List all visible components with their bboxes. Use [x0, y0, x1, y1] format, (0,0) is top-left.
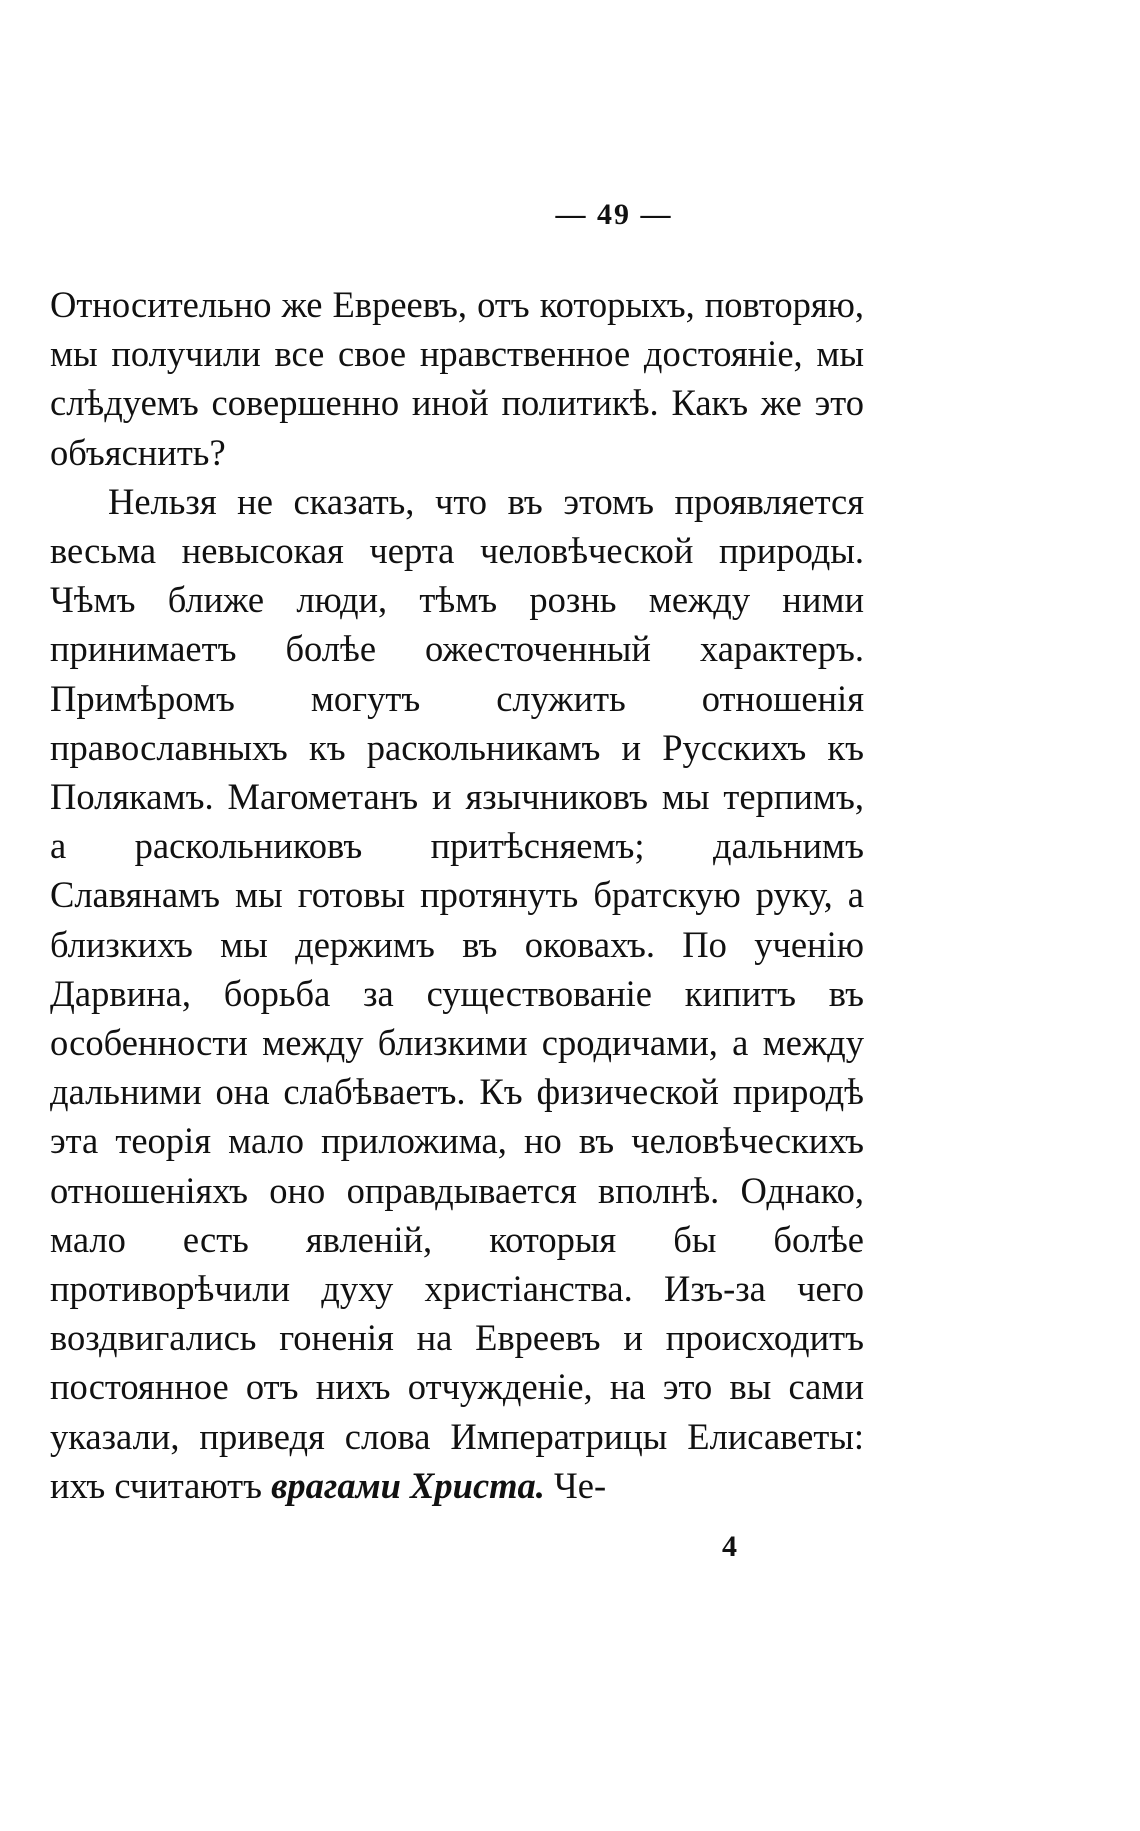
- page-number: [0, 198, 1140, 232]
- paragraph-2-text: Нельзя не сказать, что въ этомъ проявляется весьма невысокая черта человѣческой природы. Чѣмъ ближе люди, тѣмъ рознь между ними принимаетъ болѣе ожесточенный характеръ. Примѣромъ могутъ служить отношенiя православныхъ къ раскольникамъ и Русскихъ къ Полякамъ. Магометанъ и язычниковъ мы терпимъ, а раскольниковъ притѣсняемъ; дальнимъ Славянамъ мы готовы протянуть братскую руку, а близкихъ мы держимъ въ оковахъ. По ученiю Дарвина, борьба за существованiе кипитъ въ особенности между близкими сродичами, а между дальними она слабѣваетъ. Къ физической природѣ эта теорiя мало приложима, но въ человѣческихъ отношенiяхъ оно оправдывается вполнѣ. Однако, мало есть явленiй, которыя бы болѣе противорѣчили духу христiанства. Изъ-за чего воздвигались гоненiя на Евреевъ и происходитъ постоянное отъ нихъ отчужденiе, на это вы сами указали, приведя слова Императрицы Елисаветы: ихъ считаютъ: [50, 480, 864, 1506]
- main-text: [50, 280, 864, 1510]
- page-number-text: — 49 —: [555, 198, 673, 231]
- signature-mark: 4: [722, 1530, 737, 1563]
- paragraph-2: [50, 477, 864, 1510]
- paragraph-2-continuation: Че-: [554, 1464, 607, 1506]
- paragraph-2-italic: врагами Христа.: [271, 1464, 545, 1506]
- paragraph-1: Относительно же Евреевъ, отъ которыхъ, повторяю, мы получили все свое нравственное достоянiе, мы слѣдуемъ совершенно иной политикѣ. Какъ же это объяснить?: [50, 284, 864, 473]
